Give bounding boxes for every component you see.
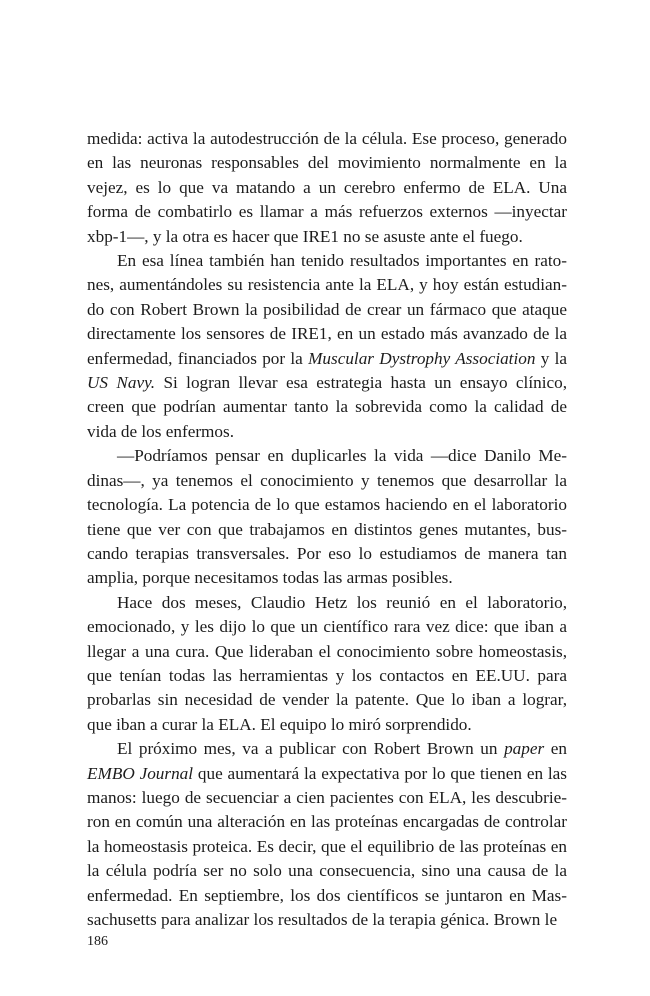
- paragraph-1-text: medida: activa la autodestrucción de la célula. Ese proceso, generado en las neuronas responsables del movimiento normalmente en la vejez, es lo que va matando a un cerebro enfermo de ELA. Una forma de combatirlo es llamar a más refuerzos externos —inyectar xbp-1—, y la otra es hacer que IRE1 no se asuste ante el fuego.: [87, 129, 567, 246]
- paragraph-5-text-b: en: [544, 739, 567, 759]
- paragraph-3-text: —Podríamos pensar en duplicarles la vida —dice Danilo Medinas—, ya tenemos el conocimiento y tenemos que desarrollar la tecnología. La potencia de lo que estamos haciendo en el laboratorio tiene que ver con que trabajamos en distintos genes mutantes, buscando terapias transversales. Por eso lo estudiamos de manera tan amplia, porque necesitamos todas las armas posibles.: [87, 446, 567, 588]
- body-text: [87, 127, 567, 932]
- paragraph-5-italic-paper: paper: [504, 739, 545, 759]
- paragraph-5-text-c: que aumentará la expectativa por lo que tienen en las manos: luego de secuenciar a cien pacientes con ELA, les descubrieron en común una alteración en las proteínas encargadas de controlar la homeostasis proteica. Es decir, que el equilibrio de las proteínas en la célula podría ser no solo una consecuencia, sino una causa de la enfermedad. En septiembre, los dos científicos se juntaron en Massachusetts para analizar los resultados de la terapia génica. Brown le: [87, 763, 567, 929]
- paragraph-2-text-a: En esa línea también han tenido resultados importantes en ratones, aumentándoles su resistencia ante la ELA, y hoy están estudiando con Robert Brown la posibilidad de crear un fármaco que ataque directamente los sensores de IRE1, en un estado más avanzado de la enfermedad, financiados por la: [87, 251, 567, 368]
- paragraph-2: [87, 249, 567, 444]
- paragraph-2-italic-mda: Muscular Dystrophy Association: [308, 348, 536, 368]
- paragraph-5: [87, 737, 567, 932]
- paragraph-5-text-a: El próximo mes, va a publicar con Robert Brown un: [117, 739, 505, 759]
- paragraph-2-text-b: y la: [535, 348, 568, 368]
- paragraph-5-italic-embo: EMBO Journal: [87, 763, 194, 783]
- paragraph-2-italic-navy: US Navy.: [87, 373, 156, 393]
- paragraph-1: [87, 127, 567, 249]
- paragraph-4: [87, 591, 567, 737]
- page-number: 186: [87, 934, 108, 949]
- paragraph-2-text-c: Si logran llevar esa estrategia hasta un ensayo clínico, creen que podrían aumentar tanto la sobrevida como la calidad de vida de los enfermos.: [87, 373, 567, 441]
- paragraph-4-text: Hace dos meses, Claudio Hetz los reunió en el laboratorio, emocionado, y les dijo lo que un científico rara vez dice: que iban a llegar a una cura. Que lideraban el conocimiento sobre homeostasis, que tenían todas las herramientas y los contactos en EE.UU. para probarlas sin necesidad de vender la patente. Que lo iban a lograr, que iban a curar la ELA. El equipo lo miró sorprendido.: [87, 592, 567, 734]
- paragraph-3: [87, 444, 567, 590]
